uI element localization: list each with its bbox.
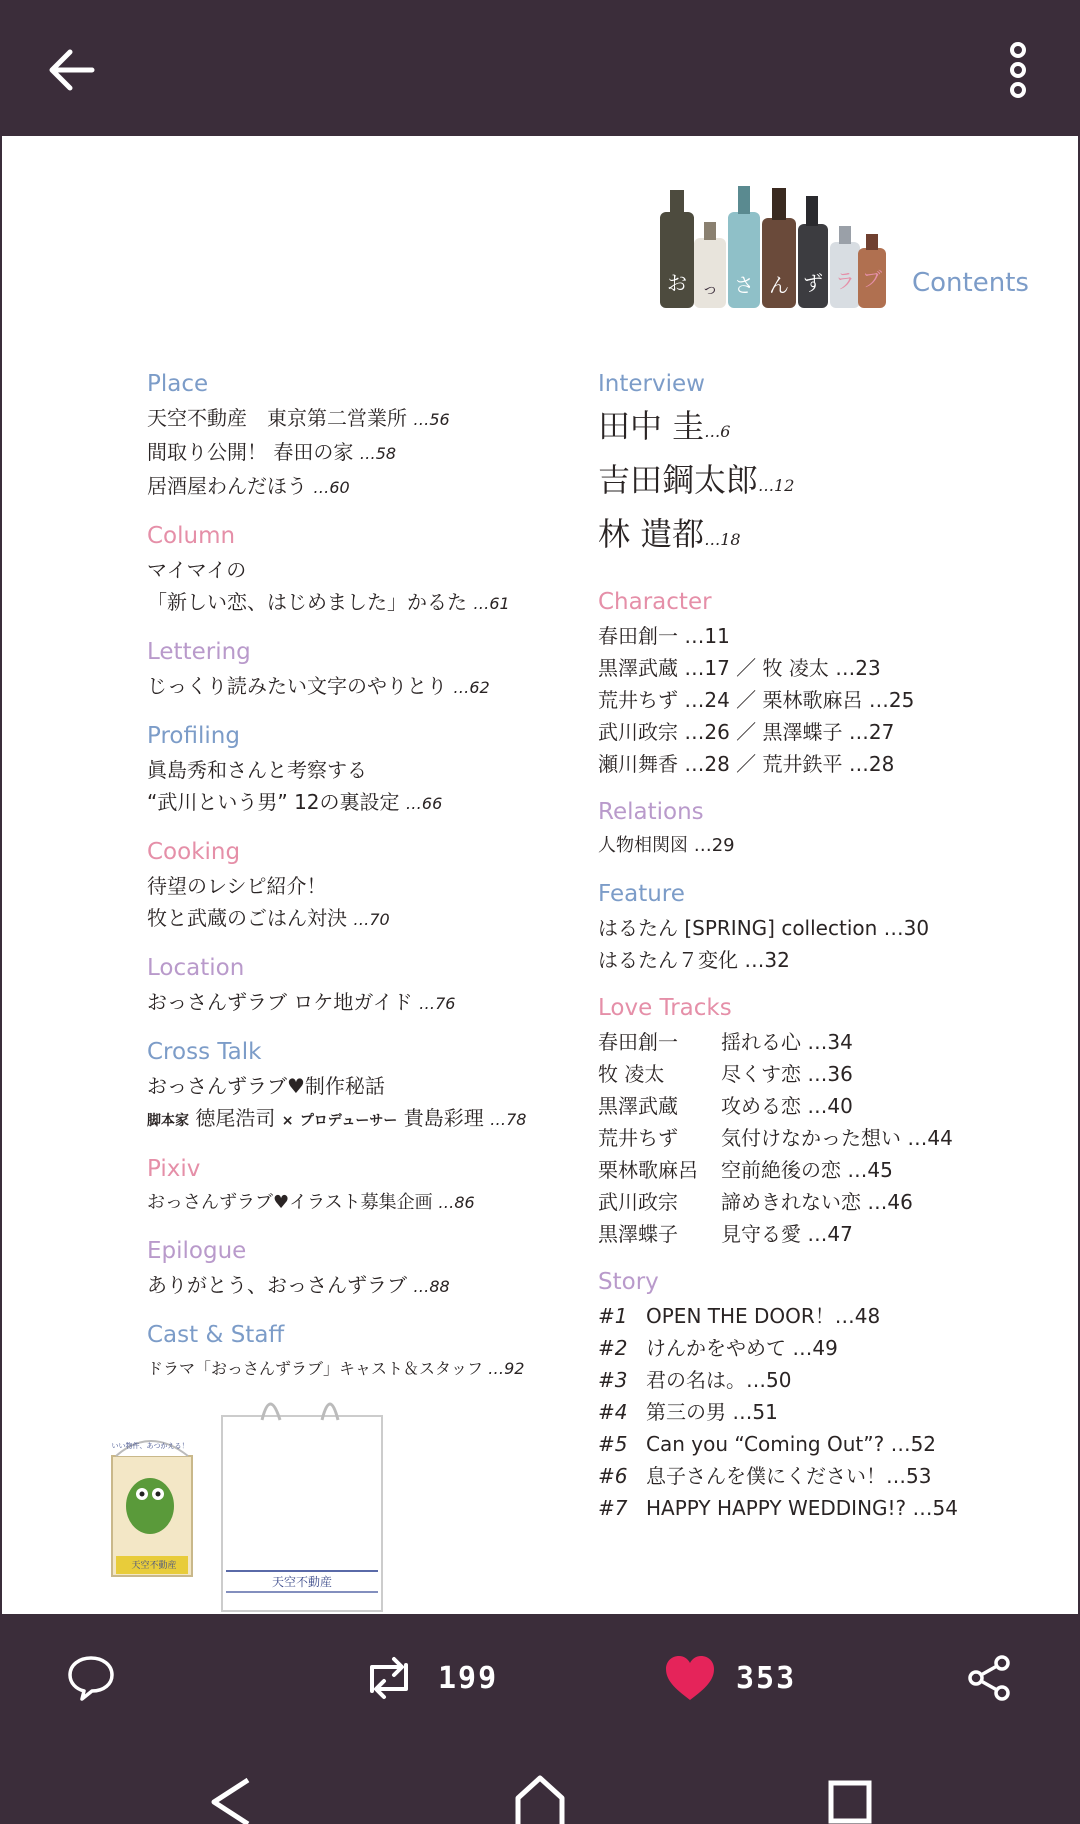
toc-entry: 人物相関図 …29 xyxy=(598,835,735,856)
more-vertical-icon[interactable] xyxy=(1000,40,1036,100)
section-feature xyxy=(598,876,1018,976)
shop-bag-illustration xyxy=(102,1396,392,1614)
section-interview xyxy=(598,366,1018,564)
toc-entry: おっさんずラブ ロケ地ガイド …76 xyxy=(147,990,456,1014)
interview-entry: 林 遣都…18 xyxy=(598,515,741,553)
contents-label: Contents xyxy=(912,268,1029,298)
retweet-button[interactable] xyxy=(360,1648,498,1708)
system-nav-bar xyxy=(0,1754,1080,1824)
toc-entry: 武川政宗 諦めきれない恋 …46 xyxy=(598,1190,913,1214)
reply-button[interactable] xyxy=(66,1648,116,1708)
logo-char-1: お xyxy=(667,271,687,295)
section-relations xyxy=(598,794,1018,862)
section-heading: Cross Talk xyxy=(147,1039,262,1065)
sign-text: 天空不動産 xyxy=(131,1561,177,1571)
interview-entry: 吉田鋼太郎…12 xyxy=(598,461,795,499)
logo-char-3: さ xyxy=(734,273,754,297)
section-place xyxy=(147,366,567,504)
logo-char-6: ラ xyxy=(835,269,855,293)
section-heading: Epilogue xyxy=(147,1238,247,1264)
logo-char-4: ん xyxy=(769,273,789,297)
share-icon xyxy=(964,1653,1014,1703)
action-bar xyxy=(0,1614,1080,1754)
toc-entry: 居酒屋わんだほう …60 xyxy=(147,474,350,498)
toc-entry: ありがとう、おっさんずラブ …88 xyxy=(147,1273,450,1297)
toc-entry: じっくり読みたい文字のやりとり …62 xyxy=(147,674,490,698)
toc-entry: 荒井ちず 気付けなかった想い …44 xyxy=(598,1126,953,1150)
section-heading: Character xyxy=(598,589,712,615)
section-cast-staff xyxy=(147,1317,567,1385)
logo-char-7: ブ xyxy=(862,267,882,291)
section-heading: Lettering xyxy=(147,639,251,665)
sake-bottles-logo xyxy=(652,182,892,312)
sign-top-text: いい物件、あつかえる！ xyxy=(111,1442,189,1450)
toc-entry: 荒井ちず …24 ／ 栗林歌麻呂 …25 xyxy=(598,688,915,712)
toc-entry: #1 OPEN THE DOOR！…48 xyxy=(598,1304,881,1328)
toc-entry: #6 息子さんを僕にください！…53 xyxy=(598,1464,932,1488)
toc-entry: 春田創一 揺れる心 …34 xyxy=(598,1030,853,1054)
section-profiling xyxy=(147,718,567,820)
retweet-icon xyxy=(360,1653,418,1703)
toc-entry: #2 けんかをやめて …49 xyxy=(598,1336,838,1360)
toc-entry: #3 君の名は。…50 xyxy=(598,1368,792,1392)
retweet-count: 199 xyxy=(438,1660,499,1696)
section-location xyxy=(147,950,567,1020)
toc-entry: ドラマ「おっさんずラブ」キャスト＆スタッフ …92 xyxy=(147,1359,525,1378)
toc-entry: 黒澤武蔵 攻める恋 …40 xyxy=(598,1094,853,1118)
toc-entry: 牧 凌太 尽くす恋 …36 xyxy=(598,1062,853,1086)
section-heading: Cast & Staff xyxy=(147,1322,285,1348)
left-column xyxy=(147,366,567,1399)
interview-entry: 田中 圭…6 xyxy=(598,407,731,445)
nav-back-icon[interactable] xyxy=(208,1776,252,1824)
toc-entry: 間取り公開！ 春田の家 …58 xyxy=(147,440,397,464)
section-heading: Relations xyxy=(598,799,704,825)
logo-char-5: ず xyxy=(803,271,823,295)
bag-text: 天空不動産 xyxy=(271,1575,333,1589)
toc-entry: 待望のレシピ紹介！ xyxy=(147,874,327,898)
section-heading: Story xyxy=(598,1269,659,1295)
toc-entry: 武川政宗 …26 ／ 黒澤蝶子 …27 xyxy=(598,720,895,744)
toc-entry: 「新しい恋、はじめました」かるた …61 xyxy=(147,590,510,614)
section-cross-talk xyxy=(147,1034,567,1137)
top-app-bar xyxy=(0,0,1080,136)
section-heading: Column xyxy=(147,523,236,549)
toc-entry: #5 Can you “Coming Out”? …52 xyxy=(598,1432,937,1456)
section-heading: Location xyxy=(147,955,245,981)
magazine-page-image[interactable] xyxy=(0,136,1080,1614)
section-heading: Pixiv xyxy=(147,1156,201,1182)
toc-entry: はるたん [SPRING] collection …30 xyxy=(598,916,930,940)
toc-entry: “武川という男” 12の裏設定 …66 xyxy=(147,790,443,814)
toc-entry: はるたん７変化 …32 xyxy=(598,948,790,972)
section-love-tracks xyxy=(598,990,1018,1250)
toc-entry: 瀬川舞香 …28 ／ 荒井鉄平 …28 xyxy=(598,752,895,776)
section-character xyxy=(598,584,1018,780)
right-column xyxy=(598,366,1018,1538)
section-heading: Interview xyxy=(598,371,705,397)
toc-entry: #4 第三の男 …51 xyxy=(598,1400,778,1424)
toc-entry: 春田創一 …11 xyxy=(598,624,730,648)
toc-credit: 脚本家 徳尾浩司 × プロデューサー 貴島彩理 …78 xyxy=(147,1106,527,1130)
share-button[interactable] xyxy=(964,1648,1014,1708)
section-heading: Feature xyxy=(598,881,685,907)
section-epilogue xyxy=(147,1233,567,1303)
toc-entry: 黒澤武蔵 …17 ／ 牧 凌太 …23 xyxy=(598,656,881,680)
toc-entry: おっさんずラブ♥イラスト募集企画 …86 xyxy=(147,1192,475,1213)
like-button[interactable] xyxy=(664,1648,796,1708)
section-heading: Love Tracks xyxy=(598,995,732,1021)
section-heading: Place xyxy=(147,371,209,397)
toc-entry: 牧と武蔵のごはん対決 …70 xyxy=(147,906,390,930)
toc-entry: 眞島秀和さんと考察する xyxy=(147,758,367,782)
section-lettering xyxy=(147,634,567,704)
speech-bubble-icon xyxy=(66,1653,116,1703)
section-cooking xyxy=(147,834,567,936)
section-column xyxy=(147,518,567,620)
toc-entry: 天空不動産 東京第二営業所 …56 xyxy=(147,406,450,430)
toc-entry: おっさんずラブ♥制作秘話 xyxy=(147,1074,385,1098)
section-heading: Profiling xyxy=(147,723,240,749)
toc-entry: #7 HAPPY HAPPY WEDDING!? …54 xyxy=(598,1496,958,1520)
arrow-left-icon[interactable] xyxy=(44,44,100,96)
nav-home-icon[interactable] xyxy=(514,1774,566,1824)
toc-entry: 栗林歌麻呂 空前絶後の恋 …45 xyxy=(598,1158,893,1182)
nav-recents-icon[interactable] xyxy=(828,1780,872,1824)
heart-icon xyxy=(664,1654,716,1702)
section-pixiv xyxy=(147,1151,567,1219)
logo-char-2: っ xyxy=(701,279,719,298)
toc-entry: マイマイの xyxy=(147,558,247,582)
section-heading: Cooking xyxy=(147,839,241,865)
toc-entry: 黒澤蝶子 見守る愛 …47 xyxy=(598,1222,853,1246)
section-story xyxy=(598,1264,1018,1524)
like-count: 353 xyxy=(736,1660,797,1696)
